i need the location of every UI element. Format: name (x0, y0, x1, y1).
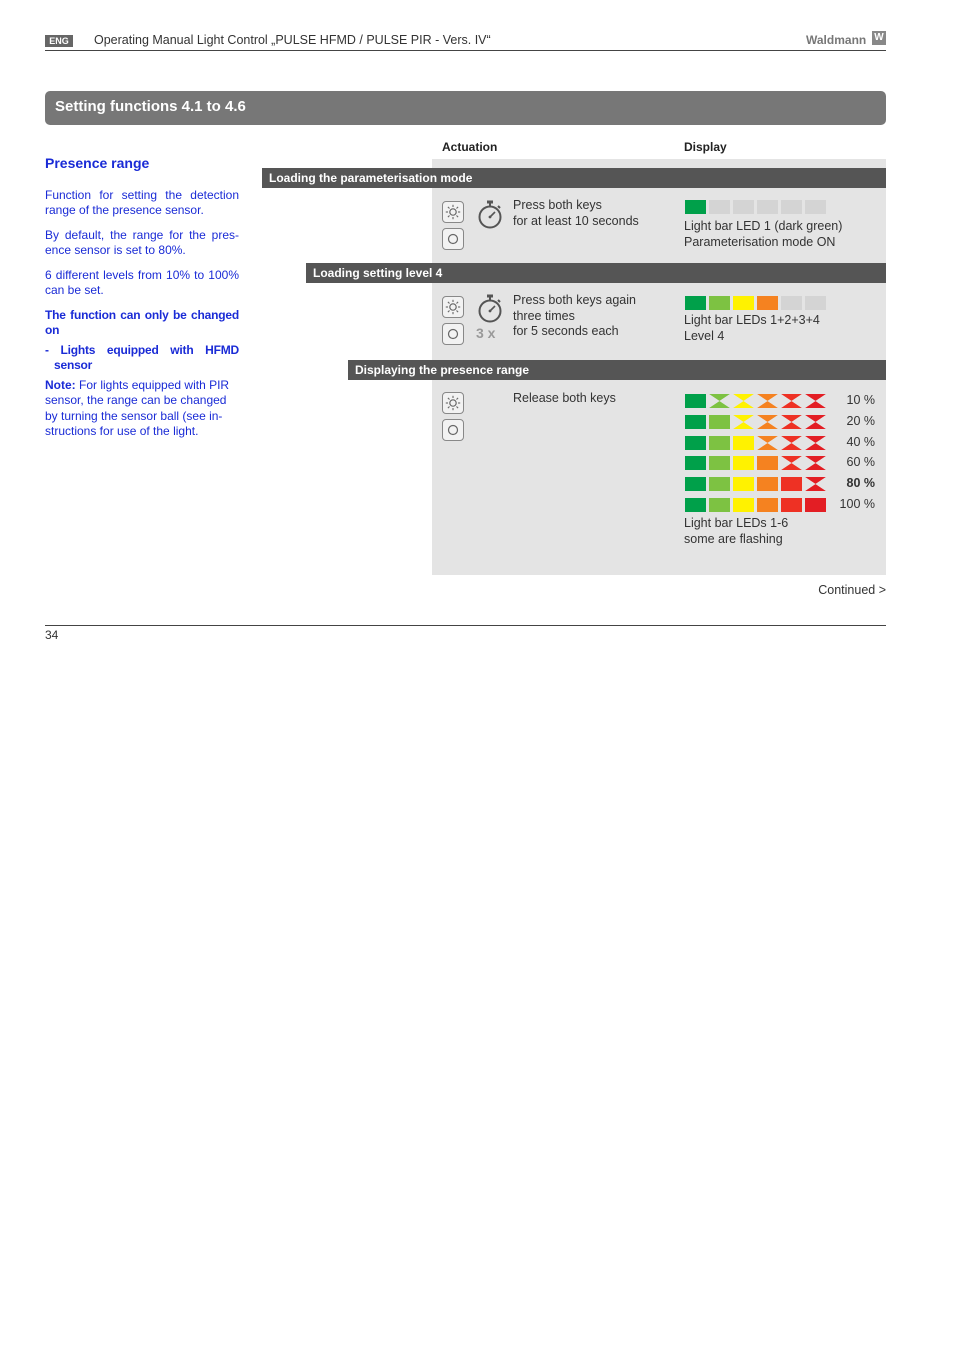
stopwatch-icon (477, 294, 503, 324)
display-text (684, 219, 842, 250)
level-percentage: 100 % (839, 496, 875, 511)
note-text: For lights equipped with PIR sensor, the range can be changed by turning the sensor ball (see in- structions for use of the light. (45, 377, 230, 438)
led-off (805, 200, 826, 214)
section-banner (45, 91, 886, 125)
led-on (709, 436, 730, 450)
led-on (709, 415, 730, 429)
stopwatch-icon (477, 200, 503, 230)
led-flashing (805, 415, 826, 429)
level-row (685, 474, 875, 491)
led-on (733, 436, 754, 450)
led-bar (685, 436, 829, 450)
actuation-line: for 5 seconds each (513, 324, 619, 338)
led-on (685, 296, 706, 310)
led-flashing (733, 415, 754, 429)
language-badge: ENG (45, 35, 73, 47)
led-on (709, 456, 730, 470)
led-on (685, 415, 706, 429)
led-flashing (781, 415, 802, 429)
brand-name: Waldmann (806, 33, 867, 47)
actuation-column-header: Actuation (442, 140, 498, 154)
sidebar-note (45, 378, 239, 440)
power-key (442, 419, 464, 441)
led-on (709, 498, 730, 512)
footer-rule (45, 625, 886, 626)
document-title: Operating Manual Light Control „PULSE HFMD / PULSE PIR - Vers. IV“ (94, 33, 491, 47)
led-flashing (781, 436, 802, 450)
led-off (709, 200, 730, 214)
sidebar-restriction: The function can only be changed on (45, 307, 239, 337)
display-line: Light bar LED 1 (dark green) (684, 219, 843, 233)
actuation-text (513, 198, 639, 229)
led-off (805, 296, 826, 310)
led-off (781, 200, 802, 214)
led-on (685, 477, 706, 491)
led-bar (685, 456, 829, 470)
led-flashing (805, 394, 826, 408)
actuation-line: Release both keys (513, 391, 616, 405)
section-title: Setting functions 4.1 to 4.6 (55, 98, 246, 115)
led-on (685, 436, 706, 450)
continued-link[interactable]: Continued > (818, 583, 886, 597)
led-on (781, 477, 802, 491)
keypad (442, 296, 466, 350)
led-flashing (805, 456, 826, 470)
led-on (685, 200, 706, 214)
led-on (757, 498, 778, 512)
led-flashing (733, 394, 754, 408)
sidebar-heading: Presence range (45, 155, 150, 171)
level-percentage: 40 % (846, 434, 875, 449)
led-on (733, 296, 754, 310)
led-on (685, 498, 706, 512)
sun-icon (445, 299, 461, 315)
sidebar-paragraph: 6 different levels from 10% to 100% can be set. (45, 267, 239, 297)
led-off (733, 200, 754, 214)
led-bar (685, 200, 829, 214)
display-column-header: Display (684, 140, 727, 154)
level-row (685, 433, 875, 450)
sidebar-restriction-item: - Lights equipped with HFMD sensor (45, 342, 239, 372)
led-bar (685, 477, 829, 491)
sun-icon (445, 395, 461, 411)
led-bar (685, 296, 829, 310)
led-on (757, 456, 778, 470)
led-flashing (709, 394, 730, 408)
page-number: 34 (45, 628, 59, 642)
led-on (733, 456, 754, 470)
led-flashing (781, 456, 802, 470)
level-row (685, 495, 875, 512)
led-flashing (805, 436, 826, 450)
power-key (442, 228, 464, 250)
display-line: Light bar LEDs 1-6 (684, 516, 789, 530)
actuation-text (513, 391, 616, 407)
level-percentage: 10 % (846, 392, 875, 407)
led-on (733, 498, 754, 512)
led-on (757, 296, 778, 310)
level-row (685, 453, 875, 470)
display-text (684, 313, 820, 344)
repeat-count: 3 x (476, 325, 496, 341)
led-off (757, 200, 778, 214)
display-line: Parameterisation mode ON (684, 234, 836, 249)
step-bar-parameterisation: Loading the parameterisation mode (262, 168, 886, 188)
led-off (781, 296, 802, 310)
led-bar (685, 394, 829, 408)
led-on (709, 296, 730, 310)
level-row (685, 391, 875, 408)
actuation-line: for at least 10 seconds (513, 213, 639, 228)
light-key (442, 296, 464, 318)
level-percentage: 20 % (846, 413, 875, 428)
led-flashing (805, 477, 826, 491)
light-key (442, 201, 464, 223)
led-on (685, 394, 706, 408)
display-line: Level 4 (684, 328, 725, 343)
led-flashing (757, 394, 778, 408)
light-key (442, 392, 464, 414)
display-line: Light bar LEDs 1+2+3+4 (684, 313, 820, 327)
led-on (757, 477, 778, 491)
led-bar (685, 415, 829, 429)
power-key (442, 323, 464, 345)
sidebar-paragraph: By default, the range for the pres- ence sensor is set to 80%. (45, 227, 239, 257)
step-bar-presence-range: Displaying the presence range (348, 360, 886, 380)
sensor-circle-icon (446, 423, 460, 437)
led-flashing (757, 415, 778, 429)
actuation-text (513, 293, 636, 340)
header-rule (45, 50, 886, 51)
display-line: some are flashing (684, 531, 783, 546)
sensor-circle-icon (446, 232, 460, 246)
level-percentage: 60 % (846, 454, 875, 469)
led-on (685, 456, 706, 470)
keypad (442, 201, 466, 255)
keypad (442, 392, 466, 446)
led-on (709, 477, 730, 491)
led-flashing (781, 394, 802, 408)
sidebar-paragraph: Function for setting the detection range of the presence sensor. (45, 187, 239, 217)
actuation-line: Press both keys again (513, 293, 636, 307)
sun-icon (445, 204, 461, 220)
led-on (805, 498, 826, 512)
display-text (684, 516, 788, 547)
level-row (685, 412, 875, 429)
led-on (733, 477, 754, 491)
actuation-line: three times (513, 308, 575, 323)
actuation-line: Press both keys (513, 198, 602, 212)
led-flashing (757, 436, 778, 450)
led-on (781, 498, 802, 512)
sidebar-description (45, 156, 239, 449)
led-bar (685, 498, 829, 512)
level-percentage: 80 % (846, 475, 875, 490)
step-bar-level-4: Loading setting level 4 (306, 263, 886, 283)
brand-logo: W (872, 31, 886, 45)
note-label: Note: (45, 377, 76, 392)
sensor-circle-icon (446, 327, 460, 341)
